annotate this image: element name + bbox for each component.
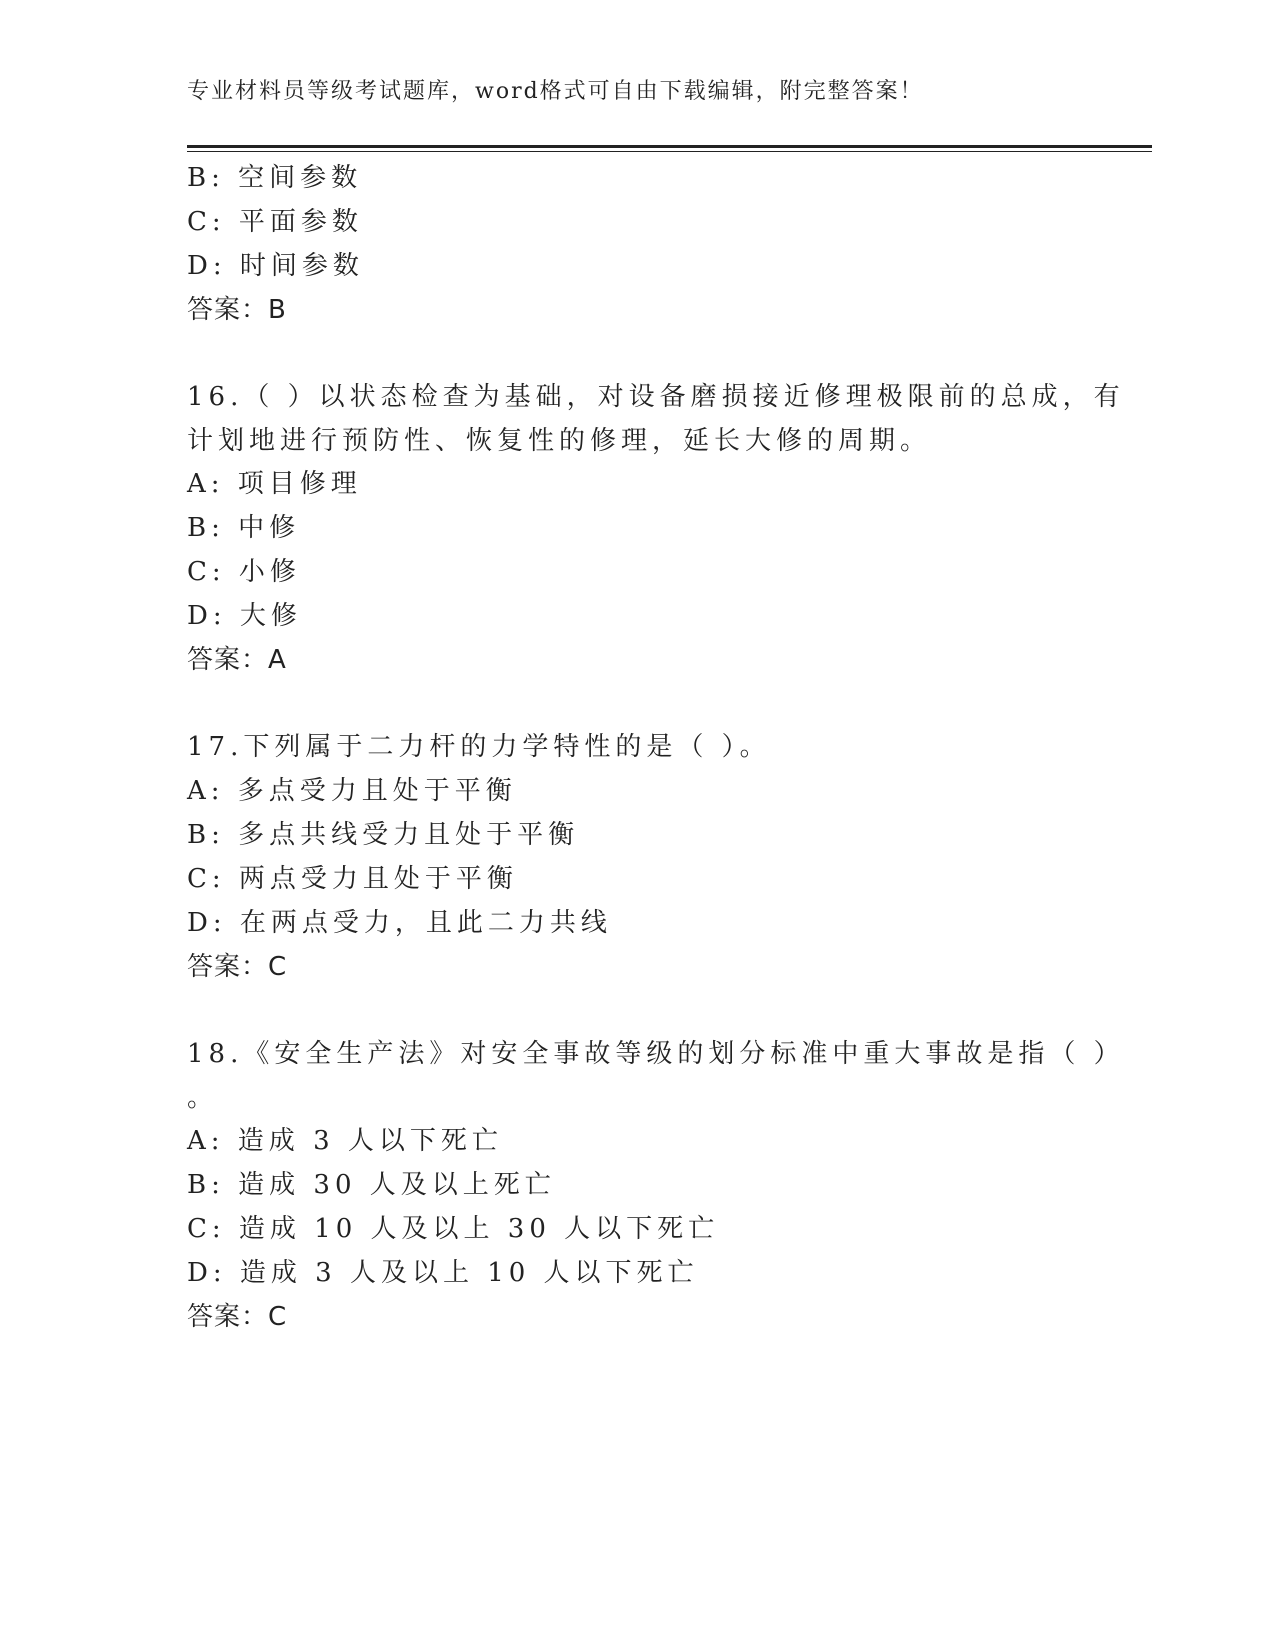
option-b: B: 空间参数 [187,163,363,193]
answer-line: 答案：B [187,295,287,325]
answer-line: 答案：C [187,1302,288,1332]
question-stem: 18.《安全生产法》对安全事故等级的划分标准中重大事故是指（ ） [187,1039,1125,1069]
question-stem: 计划地进行预防性、恢复性的修理，延长大修的周期。 [187,426,932,456]
option-b: B: 多点共线受力且处于平衡 [187,820,580,850]
option-a: A: 项目修理 [187,469,362,499]
option-c: C: 平面参数 [187,207,363,237]
option-a: A: 多点受力且处于平衡 [187,776,517,806]
question-stem: 。 [187,1083,219,1113]
answer-line: 答案：C [187,952,288,982]
option-b: B: 中修 [187,513,301,543]
question-stem: 17.下列属于二力杆的力学特性的是（ ）。 [187,732,771,762]
answer-line: 答案：A [187,645,287,675]
page-header: 专业材料员等级考试题库，word格式可自由下载编辑，附完整答案！ [187,79,924,104]
question-stem: 16.（ ）以状态检查为基础，对设备磨损接近修理极限前的总成，有 [187,382,1125,412]
option-d: D: 造成 3 人及以上 10 人以下死亡 [187,1258,699,1288]
option-d: D: 在两点受力，且此二力共线 [187,908,612,938]
option-c: C: 两点受力且处于平衡 [187,864,518,894]
option-d: D: 时间参数 [187,251,364,281]
option-b: B: 造成 30 人及以上死亡 [187,1170,556,1200]
option-c: C: 造成 10 人及以上 30 人以下死亡 [187,1214,720,1244]
header-rule-thin [187,151,1152,152]
option-d: D: 大修 [187,601,302,631]
header-rule-thick [187,145,1152,148]
option-a: A: 造成 3 人以下死亡 [187,1126,503,1156]
option-c: C: 小修 [187,557,301,587]
